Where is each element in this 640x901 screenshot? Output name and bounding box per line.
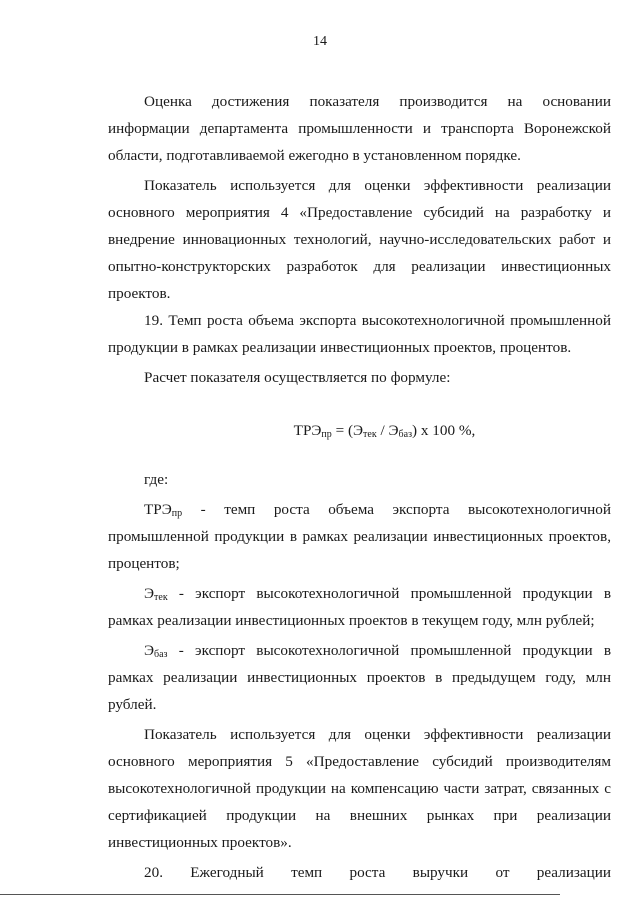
paragraph-assessment-source: Оценка достижения показателя производится на основании информации департамента промышленности и транспорта Воронежской области, подготавливаемой ежегодно в установленном порядке. xyxy=(108,93,611,164)
paragraph-indicator-usage-4: Показатель используется для оценки эффективности реализации основного мероприятия 4 «Предоставление субсидий на разработку и внедрение инновационных технологий, научно-исследовательских работ и опытно-конструкторских разработок для реализации инвестиционных проектов. xyxy=(108,177,611,302)
definition-trepr-text: - темп роста объема экспорта высокотехнологичной промышленной продукции в рамках реализации инвестиционных проектов, процентов; xyxy=(108,501,611,572)
formula-slash: / Э xyxy=(376,422,399,439)
definition-etek xyxy=(108,580,611,634)
paragraph-indicator-usage-5: Показатель используется для оценки эффективности реализации основного мероприятия 5 «Предоставление субсидий производителям высокотехнологичной продукции на компенсацию части затрат, связанных с сертификацией продукции на внешних рынках при реализации инвестиционных проектов». xyxy=(108,726,611,851)
formula-num-sub: тек xyxy=(363,429,377,440)
symbol-ebaz-sub: баз xyxy=(154,649,168,660)
paragraph-item-19: 19. Темп роста объема экспорта высокотехнологичной промышленной продукции в рамках реализации инвестиционных проектов, процентов. xyxy=(108,312,611,356)
symbol-ebaz: Э xyxy=(144,642,155,659)
definition-ebaz-text: - экспорт высокотехнологичной промышленной продукции в рамках реализации инвестиционных проектов в предыдущем году, млн рублей. xyxy=(108,642,611,713)
formula-lhs: ТРЭ xyxy=(293,422,322,439)
formula-den-sub: баз xyxy=(398,429,413,440)
definition-trepr xyxy=(108,496,611,577)
where-label: где: xyxy=(144,471,169,488)
symbol-trepr-sub: пр xyxy=(171,508,183,519)
formula xyxy=(108,417,611,444)
footer-rule xyxy=(0,894,560,895)
formula-lhs-sub: пр xyxy=(321,429,332,440)
definition-etek-text: - экспорт высокотехнологичной промышленной продукции в рамках реализации инвестиционных проектов в текущем году, млн рублей; xyxy=(108,585,611,629)
paragraph-formula-intro: Расчет показателя осуществляется по формуле: xyxy=(144,369,451,386)
symbol-trepr: ТРЭ xyxy=(144,501,172,518)
symbol-etek: Э xyxy=(144,585,155,602)
definition-ebaz xyxy=(108,637,611,718)
formula-eq-open: = (Э xyxy=(331,422,364,439)
document-body xyxy=(108,88,611,886)
paragraph-item-20: 20. Ежегодный темп роста выручки от реализации xyxy=(144,864,611,881)
page-number: 14 xyxy=(313,34,327,49)
formula-tail: ) х 100 %, xyxy=(412,422,476,439)
symbol-etek-sub: тек xyxy=(154,592,168,603)
